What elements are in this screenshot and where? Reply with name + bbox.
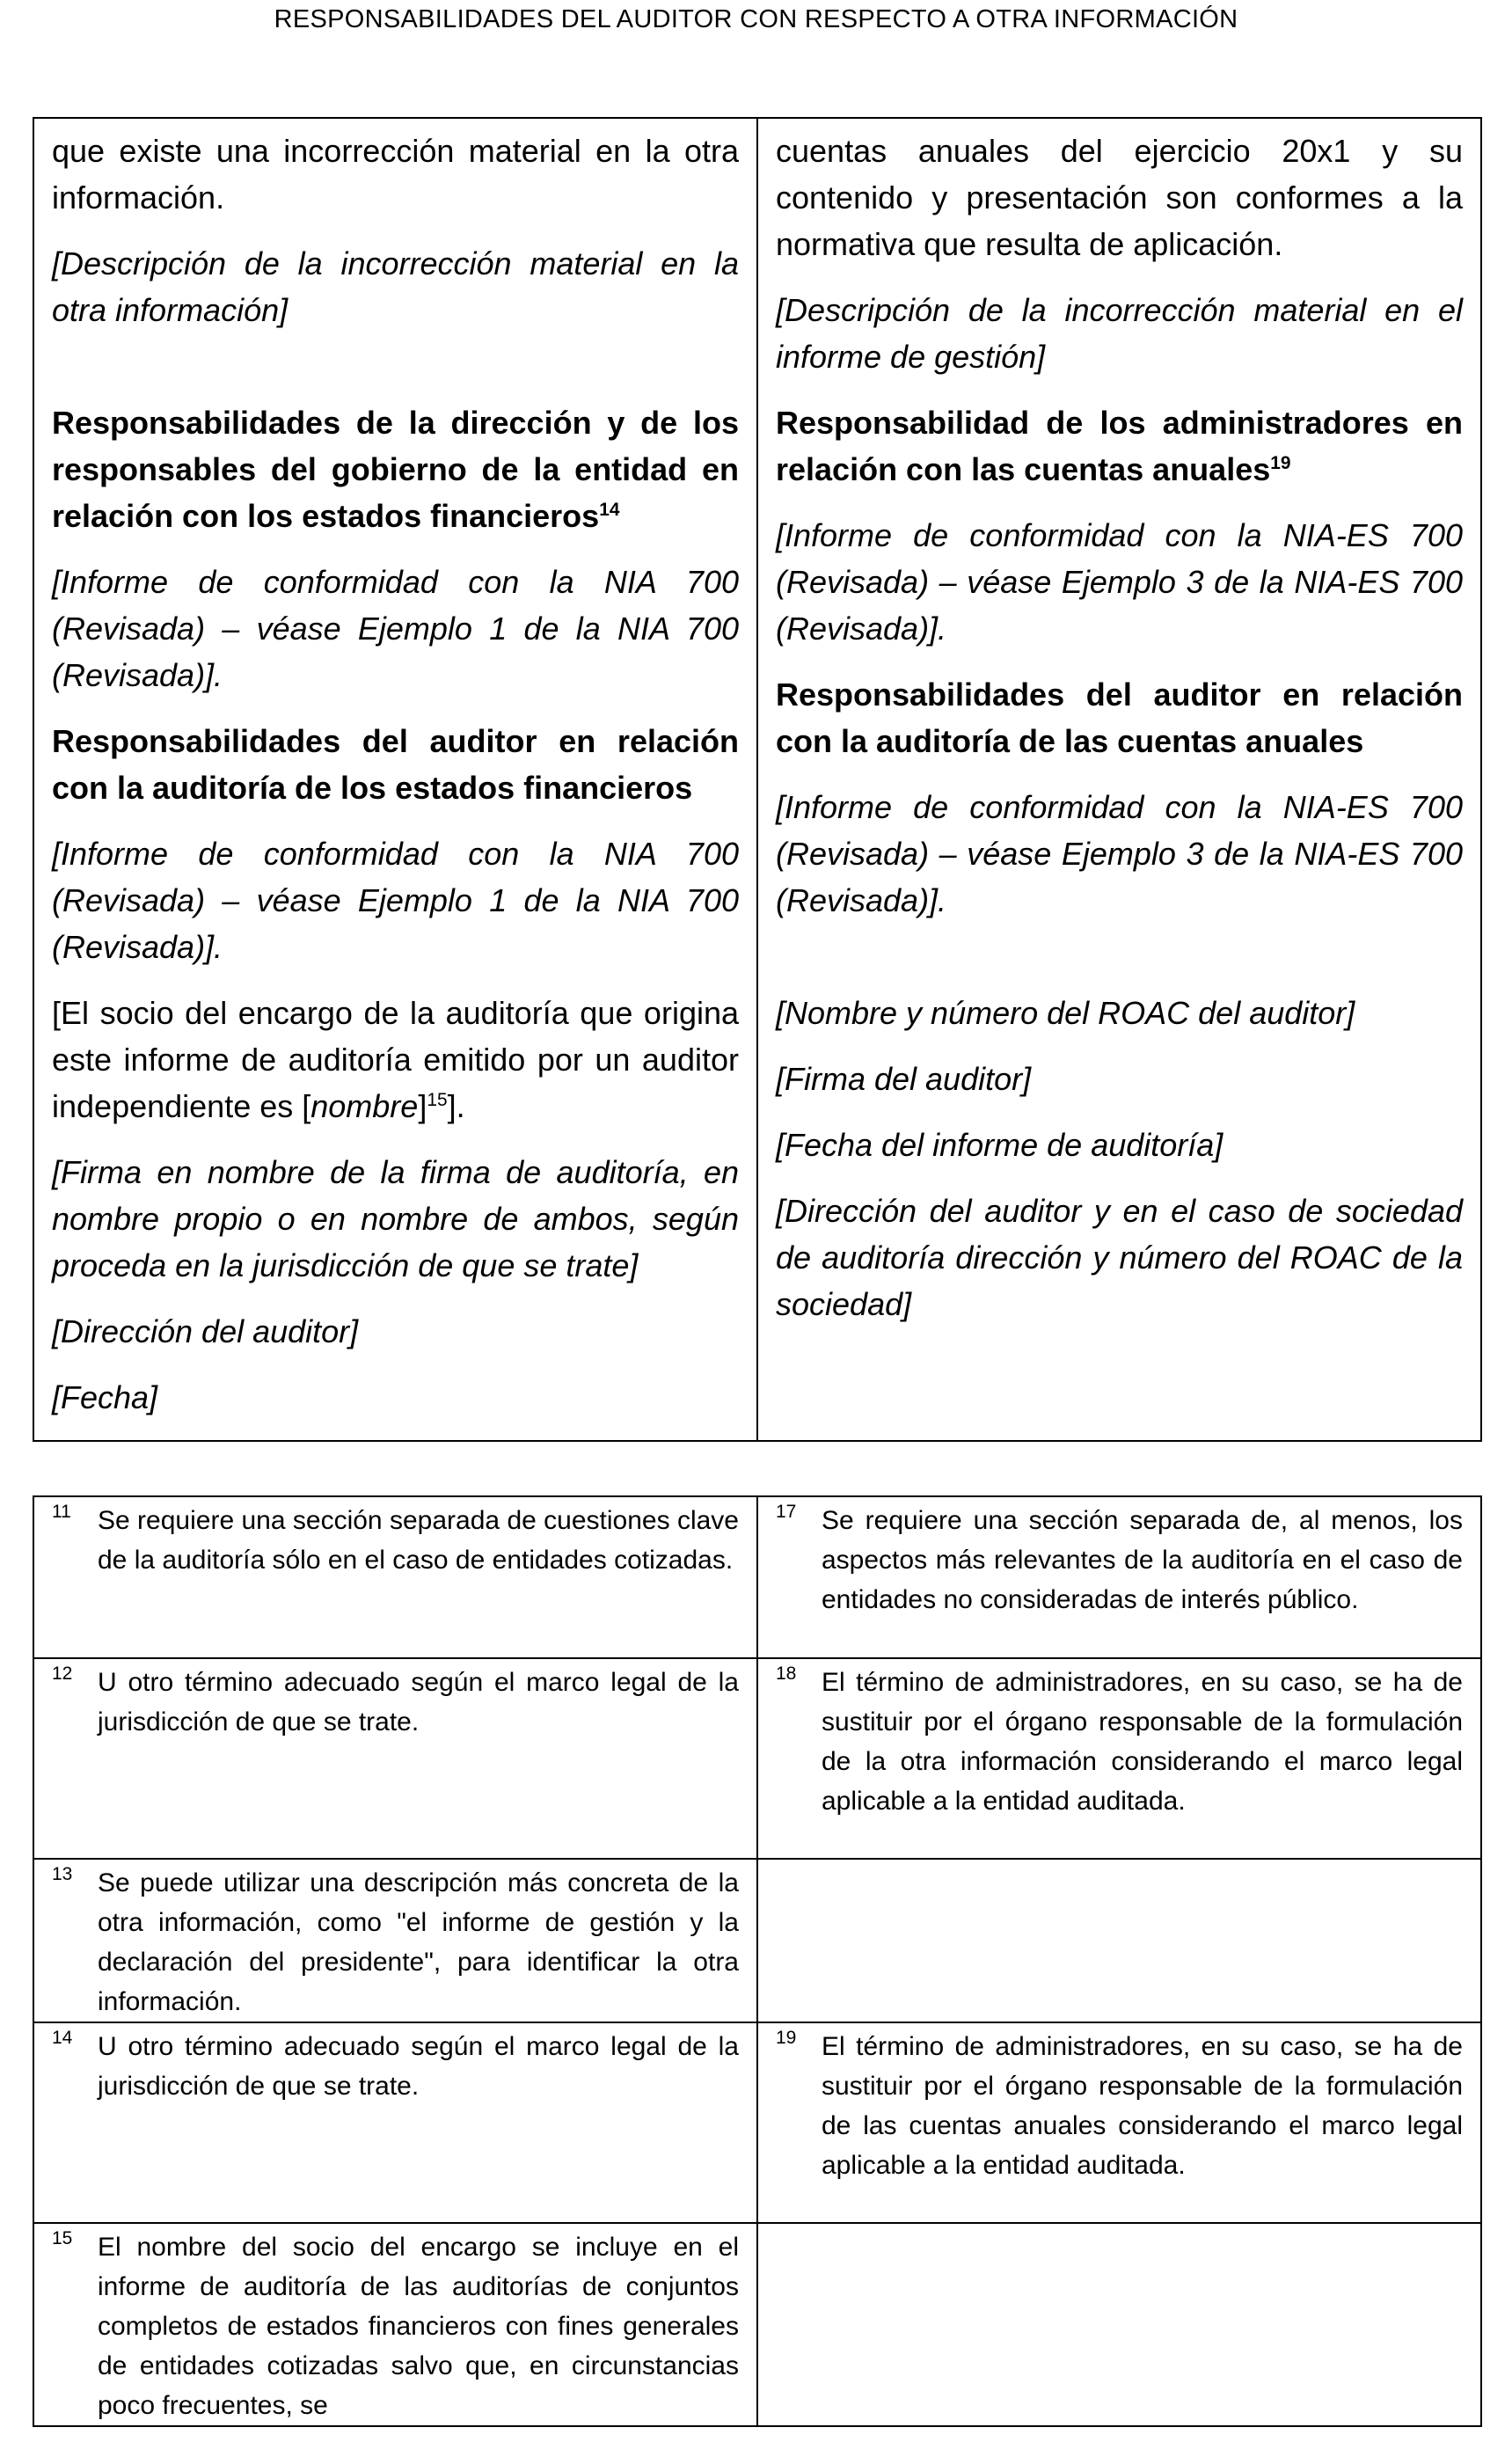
footnote-number: 17 xyxy=(776,1502,797,1522)
footnote-12 xyxy=(33,1658,757,1859)
footnote-row xyxy=(33,1658,1481,1859)
right-heading-1-text: Responsabilidad de los administradores en relación con las cuentas anuales xyxy=(776,405,1463,487)
footnote-empty xyxy=(757,1859,1481,2022)
footnote-text: Se requiere una sección separada de, al menos, los aspectos más relevantes de la auditoría en el caso de entidades no consideradas de interés público. xyxy=(822,1506,1463,1614)
footnote-row xyxy=(33,2022,1481,2223)
footnote-ref-19: 19 xyxy=(1270,453,1291,473)
left-p5-mid: ] xyxy=(418,1088,427,1124)
right-heading-administrators-responsibility xyxy=(776,399,1463,493)
footnote-number: 15 xyxy=(52,2228,73,2248)
right-paragraph-8: [Dirección del auditor y en el caso de sociedad de auditoría dirección y número del ROAC de la sociedad] xyxy=(776,1193,1463,1322)
left-p5-name: nombre xyxy=(310,1088,419,1124)
left-paragraph-2: [Descripción de la incorrección material en la otra información] xyxy=(52,245,739,328)
footnote-text: El término de administradores, en su caso, se ha de sustituir por el órgano responsable de la formulación de las cuentas anuales considerando el marco legal aplicable a la entidad auditada. xyxy=(822,2032,1463,2180)
footnote-row xyxy=(33,1859,1481,2022)
footnote-empty xyxy=(757,2223,1481,2426)
footnote-13 xyxy=(33,1859,757,2022)
left-paragraph-8: [Fecha] xyxy=(52,1379,158,1415)
left-paragraph-1: que existe una incorrección material en la otra información. xyxy=(52,133,739,216)
footnote-17 xyxy=(757,1496,1481,1658)
footnote-text: El nombre del socio del encargo se incluye en el informe de auditoría de las auditorías de conjuntos completos de estados financieros con fines generales de entidades cotizadas salvo que, en circunstancias poco frecuentes, se xyxy=(98,2233,739,2420)
right-heading-auditor-responsibilities: Responsabilidades del auditor en relación con la auditoría de las cuentas anuales xyxy=(776,676,1463,759)
footnote-ref-14: 14 xyxy=(599,500,620,520)
right-paragraph-3: [Informe de conformidad con la NIA-ES 700 (Revisada) – véase Ejemplo 3 de la NIA-ES 700 (Revisada)]. xyxy=(776,517,1463,647)
right-paragraph-4: [Informe de conformidad con la NIA-ES 700 (Revisada) – véase Ejemplo 3 de la NIA-ES 700 (Revisada)]. xyxy=(776,789,1463,918)
footnote-ref-15: 15 xyxy=(427,1090,448,1110)
footnote-number: 14 xyxy=(52,2028,73,2048)
footnote-row xyxy=(33,1496,1481,1658)
right-paragraph-1: cuentas anuales del ejercicio 20x1 y su contenido y presentación son conformes a la normativa que resulta de aplicación. xyxy=(776,133,1463,262)
page-header-title: RESPONSABILIDADES DEL AUDITOR CON RESPECTO A OTRA INFORMACIÓN xyxy=(274,5,1238,33)
footnote-11 xyxy=(33,1496,757,1658)
footnote-number: 13 xyxy=(52,1864,73,1884)
footnote-number: 12 xyxy=(52,1663,73,1684)
left-paragraph-5 xyxy=(52,990,739,1130)
right-paragraph-6: [Firma del auditor] xyxy=(776,1061,1032,1097)
footnote-number: 19 xyxy=(776,2028,797,2048)
footnote-number: 18 xyxy=(776,1663,797,1684)
right-paragraph-5: [Nombre y número del ROAC del auditor] xyxy=(776,995,1355,1031)
footnote-text: U otro término adecuado según el marco legal de la jurisdicción de que se trate. xyxy=(98,1668,739,1736)
left-paragraph-4: [Informe de conformidad con la NIA 700 (Revisada) – véase Ejemplo 1 de la NIA 700 (Revisada)]. xyxy=(52,836,739,965)
right-paragraph-7: [Fecha del informe de auditoría] xyxy=(776,1127,1223,1163)
left-heading-management-responsibilities xyxy=(52,399,739,539)
footnotes-table xyxy=(33,1495,1482,2427)
footnote-text: Se puede utilizar una descripción más concreta de la otra información, como "el informe de gestión y la declaración del presidente", para identificar la otra información. xyxy=(98,1868,739,2016)
left-p5-pre: [El socio del encargo de la auditoría que origina este informe de auditoría emitido por un auditor independiente es [ xyxy=(52,995,739,1124)
footnote-text: U otro término adecuado según el marco legal de la jurisdicción de que se trate. xyxy=(98,2032,739,2101)
left-heading-auditor-responsibilities: Responsabilidades del auditor en relación con la auditoría de los estados financieros xyxy=(52,723,739,806)
footnote-15 xyxy=(33,2223,757,2426)
footnote-text: Se requiere una sección separada de cuestiones clave de la auditoría sólo en el caso de entidades cotizadas. xyxy=(98,1506,739,1575)
left-paragraph-7: [Dirección del auditor] xyxy=(52,1313,359,1349)
right-column-nia-es xyxy=(757,118,1481,1441)
footnote-number: 11 xyxy=(52,1502,71,1522)
footnote-19 xyxy=(757,2022,1481,2223)
footnote-14 xyxy=(33,2022,757,2223)
left-paragraph-6: [Firma en nombre de la firma de auditoría, en nombre propio o en nombre de ambos, según proceda en la jurisdicción de que se trate] xyxy=(52,1154,739,1283)
left-p5-post: ]. xyxy=(447,1088,465,1124)
right-paragraph-2: [Descripción de la incorrección material en el informe de gestión] xyxy=(776,292,1463,375)
left-heading-1-text: Responsabilidades de la dirección y de los responsables del gobierno de la entidad en relación con los estados financieros xyxy=(52,405,739,534)
left-column-nia xyxy=(33,118,757,1441)
footnote-text: El término de administradores, en su caso, se ha de sustituir por el órgano responsable de la formulación de la otra información considerando el marco legal aplicable a la entidad auditada. xyxy=(822,1668,1463,1816)
footnote-18 xyxy=(757,1658,1481,1859)
left-paragraph-3: [Informe de conformidad con la NIA 700 (Revisada) – véase Ejemplo 1 de la NIA 700 (Revisada)]. xyxy=(52,564,739,693)
footnote-row xyxy=(33,2223,1481,2426)
report-comparison-table xyxy=(33,117,1482,1442)
